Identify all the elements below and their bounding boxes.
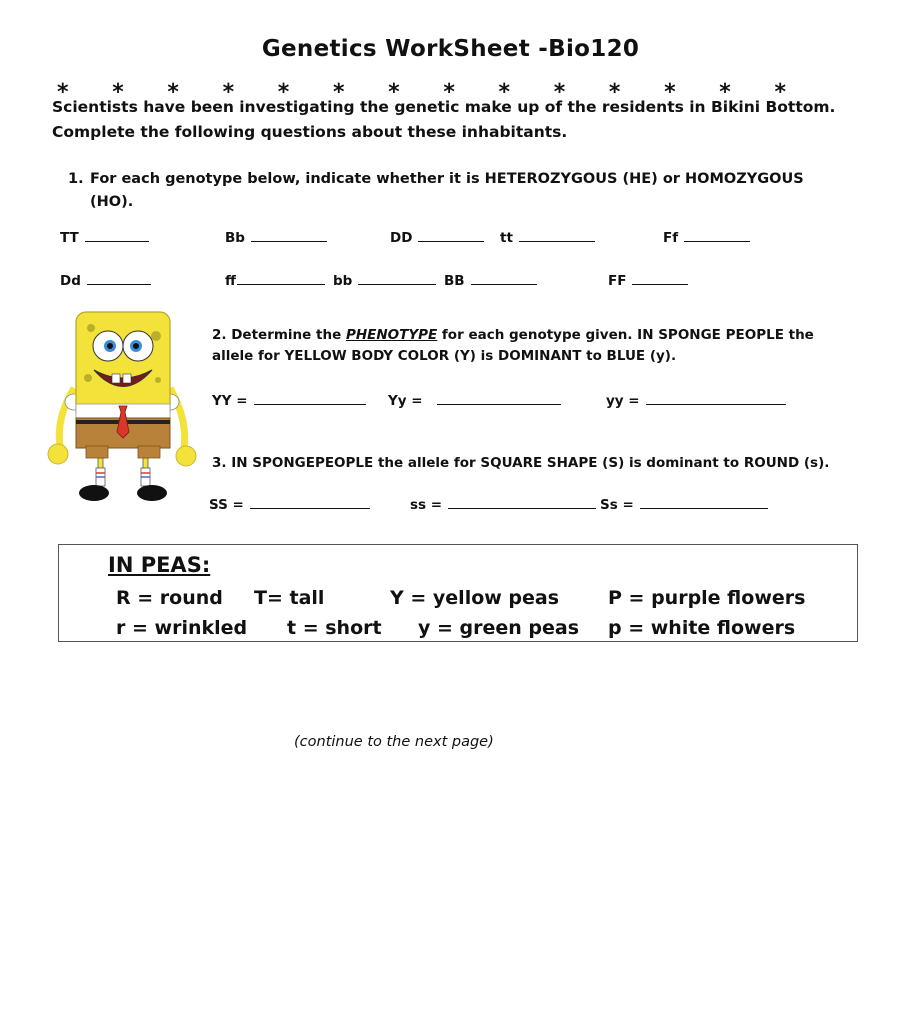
genotype-label: DD <box>390 230 413 246</box>
phenotype-item <box>410 497 596 513</box>
q1-text-line-2: (HO). <box>90 194 134 210</box>
answer-blank[interactable] <box>251 240 327 242</box>
answer-blank[interactable] <box>437 403 561 405</box>
star-icon: * <box>57 80 69 105</box>
allele-key: y = green peas <box>418 617 580 639</box>
star-icon: * <box>222 80 235 105</box>
answer-blank[interactable] <box>254 403 366 405</box>
allele-key: t = short <box>287 617 382 639</box>
genotype-item <box>608 273 688 289</box>
allele-key: Y = yellow peas <box>390 587 560 609</box>
star-icon: * <box>443 80 455 105</box>
answer-blank[interactable] <box>87 283 151 285</box>
spongebob-illustration <box>46 308 198 508</box>
answer-blank[interactable] <box>684 240 750 242</box>
genotype-label: tt <box>500 230 513 246</box>
intro-line-2: Complete the following questions about these inhabitants. <box>52 123 568 141</box>
answer-blank[interactable] <box>646 403 786 405</box>
peas-heading: IN PEAS: <box>108 553 211 577</box>
genotype-item <box>390 230 484 246</box>
phenotype-label: YY = <box>212 393 248 409</box>
genotype-item <box>333 273 436 289</box>
genotype-label: Bb <box>225 230 245 246</box>
answer-blank[interactable] <box>519 240 595 242</box>
star-icon: * <box>608 80 621 105</box>
left-hand <box>48 444 68 464</box>
genotype-label: TT <box>60 230 79 246</box>
allele-key: P = purple flowers <box>608 587 806 609</box>
genotype-label: bb <box>333 273 353 289</box>
star-icon: * <box>112 80 124 105</box>
star-icon: * <box>277 80 290 105</box>
genotype-item <box>500 230 595 246</box>
q2-text-line-1 <box>212 327 814 343</box>
phenotype-label: Ss = <box>600 497 634 513</box>
phenotype-label: ss = <box>410 497 443 513</box>
phenotype-item <box>212 393 366 409</box>
star-icon: * <box>167 80 179 105</box>
star-icon: * <box>664 80 676 105</box>
page-title: Genetics WorkSheet -Bio120 <box>261 36 640 62</box>
genotype-label: Dd <box>60 273 81 289</box>
phenotype-item <box>600 497 768 513</box>
q2-text-line-2: allele for YELLOW BODY COLOR (Y) is DOMINANT to BLUE (y). <box>212 348 677 364</box>
right-hand <box>176 446 196 466</box>
left-shoe <box>79 485 109 501</box>
right-shoe <box>137 485 167 501</box>
q2-pre: 2. Determine the <box>212 327 346 343</box>
genotype-item <box>225 273 325 289</box>
star-icon: * <box>388 80 400 105</box>
q1-text-line-1: For each genotype below, indicate whether it is HETEROZYGOUS (HE) or HOMOZYGOUS <box>90 171 804 187</box>
answer-blank[interactable] <box>250 507 370 509</box>
answer-blank[interactable] <box>358 283 436 285</box>
answer-blank[interactable] <box>471 283 537 285</box>
answer-blank[interactable] <box>632 283 688 285</box>
intro-line-1: Scientists have been investigating the genetic make up of the residents in Bikini Bottom. <box>52 98 836 116</box>
genotype-label: Ff <box>663 230 679 246</box>
answer-blank[interactable] <box>85 240 149 242</box>
allele-key: T= tall <box>254 587 325 609</box>
phenotype-item <box>209 497 370 513</box>
genotype-item <box>444 273 537 289</box>
genotype-label: FF <box>608 273 627 289</box>
answer-blank[interactable] <box>418 240 484 242</box>
phenotype-label: yy = <box>606 393 640 409</box>
phenotype-label: SS = <box>209 497 244 513</box>
genotype-item <box>663 230 750 246</box>
q3-text: 3. IN SPONGEPEOPLE the allele for SQUARE SHAPE (S) is dominant to ROUND (s). <box>212 455 830 471</box>
q1-number: 1. <box>68 171 84 187</box>
genotype-item <box>60 273 151 289</box>
answer-blank[interactable] <box>640 507 768 509</box>
star-icon: * <box>719 80 731 105</box>
genotype-item <box>225 230 327 246</box>
allele-key: r = wrinkled <box>116 617 248 639</box>
phenotype-item <box>388 393 561 409</box>
phenotype-label: Yy = <box>388 393 423 409</box>
star-icon: * <box>553 80 566 105</box>
star-icon: * <box>774 80 786 105</box>
answer-blank[interactable] <box>448 507 596 509</box>
answer-blank[interactable] <box>237 283 325 285</box>
star-icon: * <box>332 80 345 105</box>
genotype-item <box>60 230 149 246</box>
continue-note: (continue to the next page) <box>294 734 494 750</box>
phenotype-item <box>606 393 786 409</box>
allele-key: R = round <box>116 587 223 609</box>
allele-key: p = white flowers <box>608 617 796 639</box>
genotype-label: BB <box>444 273 465 289</box>
star-icon: * <box>498 80 511 105</box>
q2-emphasis: PHENOTYPE <box>345 327 438 343</box>
genotype-label: ff <box>225 273 236 289</box>
q2-post: for each genotype given. IN SPONGE PEOPLE the <box>437 327 814 343</box>
